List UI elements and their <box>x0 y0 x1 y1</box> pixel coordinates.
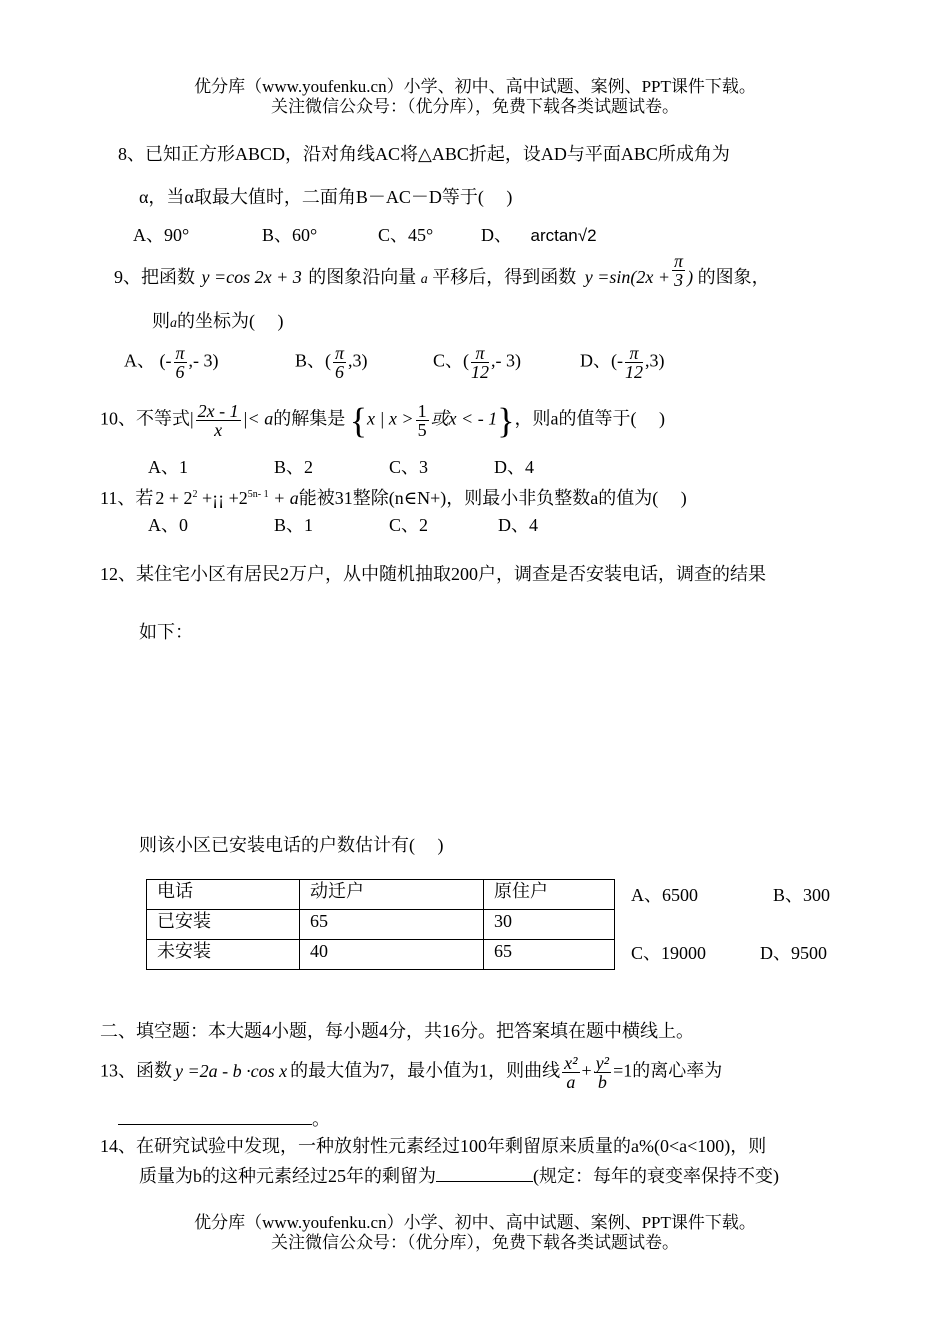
q9-a-label: A、 <box>124 350 155 371</box>
q9-a-num: π <box>175 343 185 363</box>
q11-option-b: B、1 <box>274 515 314 535</box>
q12-question: 则该小区已安装电话的户数估计有( ) <box>139 835 444 855</box>
q11-option-a: A、0 <box>148 515 188 535</box>
q8-option-b: B、60° <box>262 225 318 245</box>
q11-expr3: + a <box>268 488 299 508</box>
q10-brace-left: { <box>349 400 367 441</box>
q13-frac-2 <box>594 1054 611 1091</box>
q10-line <box>100 402 665 439</box>
q13-eq: =1 <box>613 1060 633 1081</box>
q9-b-num: π <box>335 343 345 363</box>
q13-frac-1 <box>562 1054 579 1091</box>
q9-d-frac <box>625 344 643 381</box>
header-line-1: 优分库（www.youfenku.cn）小学、初中、高中试题、案例、PPT课件下载。 <box>194 77 756 96</box>
q9-d-den: 12 <box>625 362 643 382</box>
q9-d-pre: (- <box>611 350 623 371</box>
q13-func: y =2a - b ·cos x <box>175 1060 288 1081</box>
table-cell: 未安装 <box>147 940 300 970</box>
q9-func2-frac <box>672 252 685 289</box>
q9-c-pre: ( <box>463 350 470 371</box>
q10-option-c: C、3 <box>389 457 429 477</box>
q13-plus: + <box>581 1060 592 1081</box>
q9-vector-2: a <box>170 316 177 331</box>
q9-mid: 的图象沿向量 <box>308 267 417 287</box>
q10-set-post: 或x < - 1 <box>430 408 498 429</box>
q9-d-post: ,3) <box>645 350 665 371</box>
q9-b-pre: ( <box>325 350 332 371</box>
q8-option-d-math: arctan√2 <box>530 226 597 245</box>
q13-blank[interactable] <box>118 1106 312 1125</box>
q9-prefix: 9、把函数 <box>114 267 195 287</box>
q10-set-num: 1 <box>417 401 427 421</box>
q11-option-d: D、4 <box>498 515 538 535</box>
q13-suffix: 的离心率为 <box>632 1060 723 1081</box>
q13-f2-den: b <box>597 1072 607 1092</box>
q9-func1: y =cos 2x + 3 <box>201 267 302 287</box>
table-row <box>147 940 615 970</box>
q12-option-b: B、300 <box>773 885 831 905</box>
q10-option-a: A、1 <box>148 457 188 477</box>
q12-line-1: 12、某住宅小区有居民2万户，从中随机抽取200户，调查是否安装电话，调查的结果 <box>100 564 766 584</box>
q10-frac <box>196 402 241 439</box>
q11-line <box>100 484 687 509</box>
table-row <box>147 880 615 910</box>
q10-ineq: |< a <box>242 408 274 429</box>
q12-line-2: 如下： <box>139 622 193 642</box>
q14-line-2 <box>139 1163 779 1187</box>
q9-line-2 <box>152 310 284 335</box>
q8-option-d <box>481 224 597 247</box>
q10-set-den: 5 <box>417 420 427 440</box>
table-cell: 已安装 <box>147 910 300 940</box>
section-2-title: 二、填空题：本大题4小题，每小题4分，共16分。把答案填在题中横线上。 <box>100 1021 694 1041</box>
q11-option-c: C、2 <box>389 515 429 535</box>
q9-option-a <box>124 344 219 381</box>
q14-line-1: 14、在研究试验中发现，一种放射性元素经过100年剩留原来质量的a%(0<a<100)，则 <box>100 1136 767 1156</box>
q9-vector: a <box>420 272 428 287</box>
q10-num: 2x - 1 <box>197 401 239 421</box>
q9-d-label: D、 <box>580 350 611 371</box>
q10-option-d: D、4 <box>494 457 534 477</box>
q9-b-den: 6 <box>335 362 345 382</box>
q11-expr1: 2 + 2 <box>155 488 193 508</box>
q9-a-pre: (- <box>159 350 172 371</box>
q10-den: x <box>214 420 223 440</box>
q14-blank[interactable] <box>436 1163 533 1182</box>
q12-option-d: D、9500 <box>760 943 827 963</box>
q9-a-frac <box>174 344 187 381</box>
q8-line-1: 8、已知正方形ABCD，沿对角线AC将△ABC折起，设AD与平面ABC所成角为 <box>118 144 730 164</box>
q9-a-post: ,- 3) <box>188 350 219 371</box>
q14-line2-post: (规定：每年的衰变率保持不变) <box>533 1166 779 1186</box>
q8-line-2: α，当α取最大值时，二面角B－AC－D等于( ) <box>139 187 513 207</box>
q8-option-c: C、45° <box>378 225 434 245</box>
q13-answer-line <box>118 1106 330 1130</box>
q11-exp1: 2 <box>192 489 198 500</box>
q10-set-frac <box>416 402 429 439</box>
q11-suffix: 能被31整除(n∈N+)，则最小非负整数a的值为( ) <box>298 488 687 508</box>
table-header-cell: 原住户 <box>484 880 615 910</box>
q9-option-c <box>433 344 521 381</box>
q9-option-b <box>295 344 368 381</box>
q9-func2-post: ) <box>687 267 694 287</box>
q13-prefix: 13、函数 <box>100 1060 172 1081</box>
q9-a-den: 6 <box>175 362 185 382</box>
table-cell: 65 <box>300 910 484 940</box>
q9-func2-pre: y =sin(2x + <box>584 267 671 287</box>
q9-c-label: C、 <box>433 350 464 371</box>
q10-option-b: B、2 <box>274 457 314 477</box>
q9-suffix: 的图象， <box>697 267 770 287</box>
q9-option-d <box>580 344 665 381</box>
table-header-cell: 动迁户 <box>300 880 484 910</box>
q9-b-frac <box>333 344 346 381</box>
q13-end: 。 <box>312 1109 330 1129</box>
q9-func2-den: 3 <box>674 270 684 291</box>
q9-c-frac <box>471 344 489 381</box>
q11-prefix: 11、若 <box>100 488 154 508</box>
q9-b-label: B、 <box>295 350 326 371</box>
q12-option-c: C、19000 <box>631 943 707 963</box>
q13-line <box>100 1054 722 1091</box>
q9-c-den: 12 <box>471 362 490 382</box>
q11-exp2: 5n- 1 <box>247 489 269 500</box>
q8-option-d-label: D、 <box>481 225 512 245</box>
table-cell: 30 <box>484 910 615 940</box>
q13-f1-num: x² <box>564 1053 578 1073</box>
q13-f2-num: y² <box>595 1053 610 1073</box>
q10-prefix: 10、不等式| <box>100 408 194 429</box>
footer-line-1: 优分库（www.youfenku.cn）小学、初中、高中试题、案例、PPT课件下载。 <box>194 1213 756 1232</box>
q9-c-num: π <box>471 344 489 363</box>
table-header-cell: 电话 <box>147 880 300 910</box>
table-row <box>147 910 615 940</box>
q9-mid2: 平移后，得到函数 <box>432 267 577 287</box>
q9-line2-post: 的坐标为( ) <box>177 311 284 331</box>
q10-suffix: ，则a的值等于( ) <box>514 408 665 429</box>
q11-expr2: +¡¡ +2 <box>197 488 248 508</box>
q9-line2-pre: 则 <box>152 311 170 331</box>
q12-option-a: A、6500 <box>631 885 698 905</box>
q9-func2-num: π <box>674 251 684 272</box>
table-cell: 65 <box>484 940 615 970</box>
q12-table <box>146 879 615 970</box>
q9-c-post: ,- 3) <box>491 350 522 371</box>
q14-line2-pre: 质量为b的这种元素经过25年的剩留为 <box>139 1166 436 1186</box>
header-line-2: 关注微信公众号：（优分库），免费下载各类试题试卷。 <box>271 97 679 116</box>
table-cell: 40 <box>300 940 484 970</box>
q9-line-1 <box>114 251 770 291</box>
q10-mid: 的解集是 <box>273 408 346 429</box>
q13-f1-den: a <box>566 1072 576 1092</box>
q9-b-post: ,3) <box>348 350 368 371</box>
q13-mid: 的最大值为7，最小值为1，则曲线 <box>290 1060 561 1081</box>
footer-line-2: 关注微信公众号：（优分库），免费下载各类试题试卷。 <box>271 1233 679 1252</box>
q10-set-pre: x | x > <box>366 408 414 429</box>
q9-d-num: π <box>625 344 643 363</box>
q10-brace-right: } <box>497 400 515 441</box>
q8-option-a: A、90° <box>133 225 190 245</box>
